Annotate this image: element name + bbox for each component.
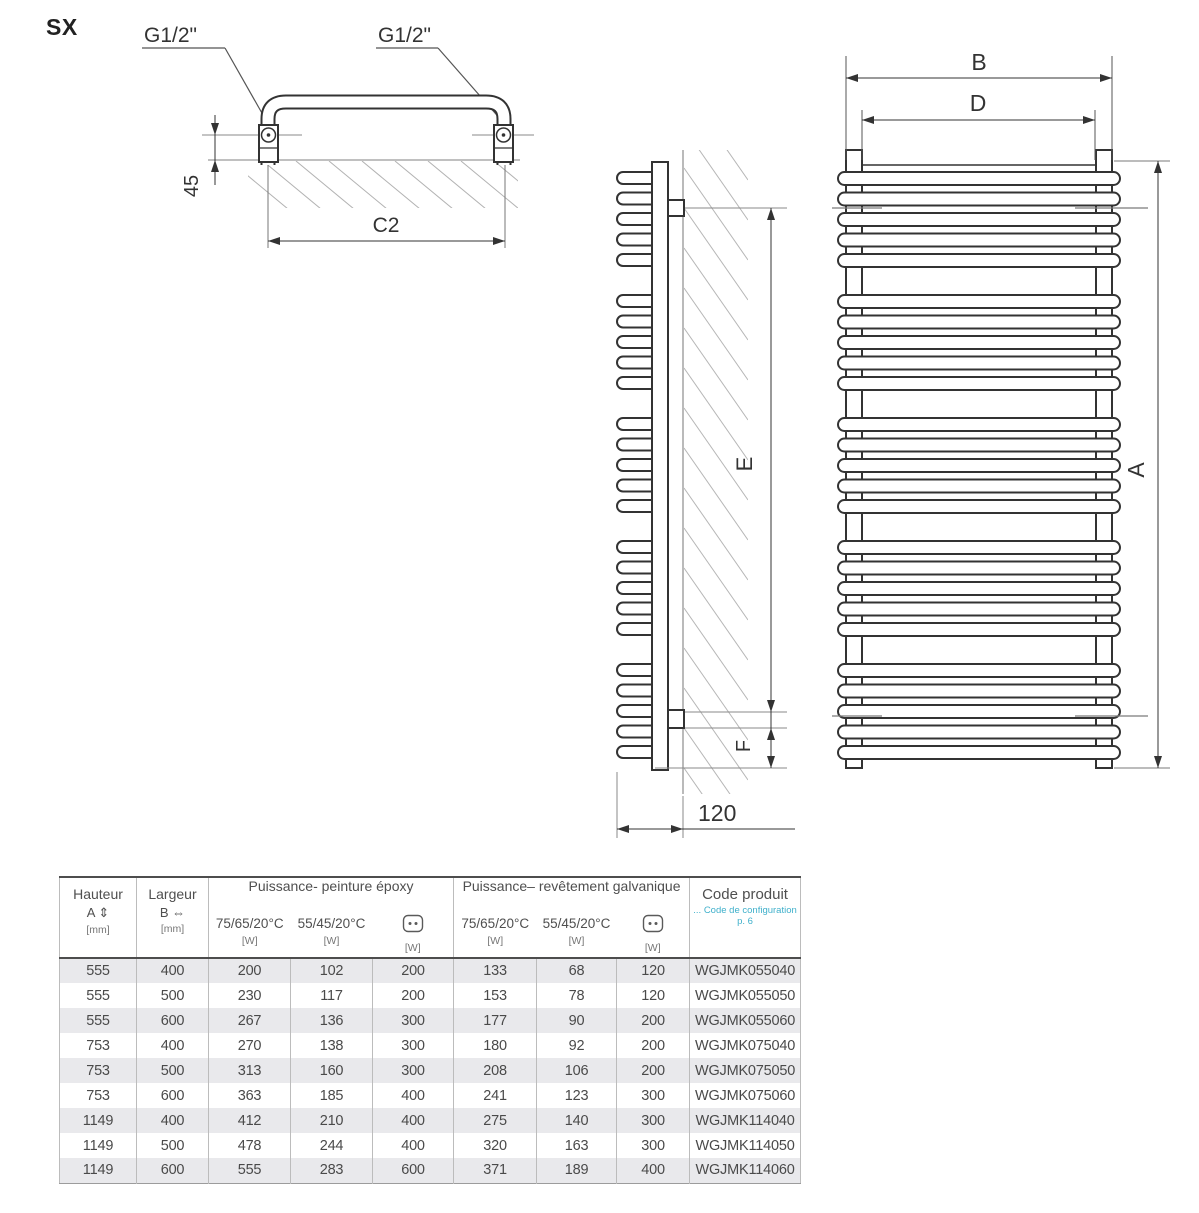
dimension-45 xyxy=(181,115,219,197)
header-galvanic-55: 55/45/20°C [W] xyxy=(542,916,611,947)
svg-text:F: F xyxy=(733,739,755,753)
dimension-c2 xyxy=(268,165,505,248)
cell-galvanic-electric: 400 xyxy=(617,1158,690,1183)
cell-epoxy-55: 185 xyxy=(291,1083,373,1108)
cell-galvanic-75: 320 xyxy=(454,1133,537,1158)
cell-hauteur: 555 xyxy=(86,987,110,1004)
socket-icon xyxy=(402,914,424,933)
cell-hauteur: 555 xyxy=(86,963,110,979)
table-row xyxy=(60,1008,801,1033)
table-row xyxy=(60,1083,801,1108)
cell-galvanic-75: 241 xyxy=(454,1083,537,1108)
connector-block-left xyxy=(259,125,278,162)
cell-epoxy-electric: 400 xyxy=(373,1108,454,1133)
wall-hatch xyxy=(230,161,560,209)
cell-galvanic-electric: 200 xyxy=(617,1033,690,1058)
cell-galvanic-electric: 300 xyxy=(617,1108,690,1133)
cell-largeur: 600 xyxy=(137,1083,209,1108)
cell-largeur: 500 xyxy=(137,1133,209,1158)
table-row xyxy=(60,983,801,1008)
cell-galvanic-electric: 200 xyxy=(617,1058,690,1083)
cell-galvanic-55: 106 xyxy=(537,1058,617,1083)
header-epoxy-electric: [W] xyxy=(373,910,454,958)
cell-code-produit: WGJMK114060 xyxy=(690,1158,801,1183)
cell-galvanic-55: 123 xyxy=(537,1083,617,1108)
cell-code-produit: WGJMK055040 xyxy=(690,958,801,983)
cell-epoxy-electric: 300 xyxy=(373,1058,454,1083)
radiator-tube xyxy=(838,316,1120,329)
header-epoxy-55: 55/45/20°C [W] xyxy=(297,916,366,947)
svg-text:D: D xyxy=(969,90,987,116)
table-row xyxy=(60,1033,801,1058)
cell-galvanic-55: 163 xyxy=(537,1133,617,1158)
radiator-tube xyxy=(838,726,1120,739)
cell-galvanic-electric: 120 xyxy=(617,958,690,983)
spec-table xyxy=(59,876,801,1184)
cell-largeur: 400 xyxy=(137,958,209,983)
table-row xyxy=(60,1058,801,1083)
cell-epoxy-75: 267 xyxy=(209,1008,291,1033)
cell-galvanic-55: 90 xyxy=(537,1008,617,1033)
radiator-tube xyxy=(838,295,1120,308)
cell-epoxy-55: 283 xyxy=(291,1158,373,1183)
radiator-tube xyxy=(838,541,1120,554)
radiator-tube xyxy=(838,664,1120,677)
cell-largeur: 400 xyxy=(137,1108,209,1133)
cell-galvanic-55: 68 xyxy=(537,958,617,983)
radiator-tube xyxy=(838,336,1120,349)
cell-hauteur: 555 xyxy=(86,1012,110,1029)
cell-epoxy-electric: 400 xyxy=(373,1133,454,1158)
tube-profile xyxy=(268,102,504,165)
cell-epoxy-55: 117 xyxy=(291,983,373,1008)
cell-hauteur: 753 xyxy=(86,1062,110,1079)
table-row xyxy=(60,1158,801,1183)
cell-code-produit: WGJMK055060 xyxy=(690,1008,801,1033)
cell-epoxy-75: 200 xyxy=(209,958,291,983)
radiator-tube xyxy=(838,377,1120,390)
cell-galvanic-electric: 300 xyxy=(617,1083,690,1108)
cell-galvanic-75: 371 xyxy=(454,1158,537,1183)
cell-code-produit: WGJMK114050 xyxy=(690,1133,801,1158)
cell-epoxy-55: 102 xyxy=(291,958,373,983)
radiator-tube xyxy=(838,500,1120,513)
table-row xyxy=(60,1108,801,1133)
cell-epoxy-55: 160 xyxy=(291,1058,373,1083)
dimension-e xyxy=(732,208,775,712)
cell-galvanic-55: 189 xyxy=(537,1158,617,1183)
cell-code-produit: WGJMK114040 xyxy=(690,1108,801,1133)
cell-epoxy-electric: 300 xyxy=(373,1008,454,1033)
bracket-bottom xyxy=(668,710,684,728)
cell-largeur: 500 xyxy=(137,983,209,1008)
radiator-tube xyxy=(838,685,1120,698)
header-largeur: Largeur B ⇔ [mm] xyxy=(137,877,209,958)
cell-galvanic-75: 153 xyxy=(454,983,537,1008)
table-header xyxy=(60,877,801,958)
cell-galvanic-75: 177 xyxy=(454,1008,537,1033)
socket-icon xyxy=(642,914,664,933)
header-code-produit: Code produit ... Code de configuration p. 6 xyxy=(690,877,801,958)
cell-epoxy-electric: 300 xyxy=(373,1033,454,1058)
cell-epoxy-electric: 200 xyxy=(373,983,454,1008)
radiator-tube xyxy=(838,418,1120,431)
cell-code-produit: WGJMK075050 xyxy=(690,1058,801,1083)
header-hauteur: Hauteur A ⇕ [mm] xyxy=(73,886,123,936)
dimension-a xyxy=(1114,161,1170,768)
dimension-f xyxy=(733,712,775,768)
svg-text:120: 120 xyxy=(698,800,737,826)
radiator-tube xyxy=(838,480,1120,493)
side-view-drawing xyxy=(595,148,810,848)
cell-epoxy-55: 138 xyxy=(291,1033,373,1058)
radiator-tube xyxy=(838,459,1120,472)
radiator-tube xyxy=(838,357,1120,370)
cell-hauteur: 753 xyxy=(86,1037,110,1054)
header-epoxy-75: 75/65/20°C [W] xyxy=(209,910,291,958)
header-group-galvanic: Puissance– revêtement galvanique xyxy=(454,877,690,910)
svg-text:B: B xyxy=(971,49,987,75)
cell-code-produit: WGJMK075040 xyxy=(690,1033,801,1058)
dimension-120 xyxy=(617,772,795,838)
cell-epoxy-55: 210 xyxy=(291,1108,373,1133)
cell-largeur: 600 xyxy=(137,1008,209,1033)
cell-epoxy-electric: 600 xyxy=(373,1158,454,1183)
cell-epoxy-75: 555 xyxy=(209,1158,291,1183)
config-code-link[interactable]: ... Code de configuration p. 6 xyxy=(693,905,797,927)
radiator-tube xyxy=(838,623,1120,636)
table-body xyxy=(60,958,801,1183)
cell-hauteur: 1149 xyxy=(82,1162,114,1179)
cell-galvanic-electric: 300 xyxy=(617,1133,690,1158)
radiator-tube xyxy=(838,582,1120,595)
table-row xyxy=(60,958,801,983)
header-group-epoxy: Puissance- peinture époxy xyxy=(209,877,454,910)
cell-epoxy-75: 313 xyxy=(209,1058,291,1083)
view-label-sx: SX xyxy=(46,14,78,40)
cell-galvanic-75: 180 xyxy=(454,1033,537,1058)
connection-label-right: G1/2" xyxy=(378,24,431,47)
cell-epoxy-55: 136 xyxy=(291,1008,373,1033)
table-row xyxy=(60,1133,801,1158)
cell-hauteur: 753 xyxy=(86,1087,110,1104)
top-view-drawing xyxy=(40,15,560,260)
cell-code-produit: WGJMK055050 xyxy=(690,983,801,1008)
bracket-top xyxy=(668,200,684,216)
radiator-tube xyxy=(838,603,1120,616)
front-view-drawing xyxy=(830,40,1190,805)
cell-hauteur: 1149 xyxy=(82,1112,114,1129)
cell-epoxy-75: 363 xyxy=(209,1083,291,1108)
radiator-tube xyxy=(838,172,1120,185)
cell-largeur: 500 xyxy=(137,1058,209,1083)
radiator-tube xyxy=(838,439,1120,452)
radiator-tube xyxy=(838,746,1120,759)
header-galvanic-electric: [W] xyxy=(617,910,690,958)
collector-side xyxy=(652,162,668,770)
svg-text:E: E xyxy=(732,456,757,472)
connector-block-right xyxy=(494,125,513,162)
cell-epoxy-electric: 400 xyxy=(373,1083,454,1108)
svg-text:A: A xyxy=(1123,462,1149,478)
cell-galvanic-55: 92 xyxy=(537,1033,617,1058)
dimension-d xyxy=(862,90,1095,160)
radiator-tube xyxy=(838,254,1120,267)
cell-epoxy-55: 244 xyxy=(291,1133,373,1158)
cell-epoxy-electric: 200 xyxy=(373,958,454,983)
cell-epoxy-75: 478 xyxy=(209,1133,291,1158)
cell-epoxy-75: 270 xyxy=(209,1033,291,1058)
cell-galvanic-electric: 120 xyxy=(617,983,690,1008)
radiator-tube xyxy=(838,562,1120,575)
cell-code-produit: WGJMK075060 xyxy=(690,1083,801,1108)
radiator-tube xyxy=(838,234,1120,247)
cell-largeur: 600 xyxy=(137,1158,209,1183)
header-galvanic-75: 75/65/20°C [W] xyxy=(454,910,537,958)
cell-epoxy-75: 230 xyxy=(209,983,291,1008)
connection-label-left: G1/2" xyxy=(144,24,197,47)
svg-text:C2: C2 xyxy=(372,214,400,237)
radiator-tube xyxy=(838,193,1120,206)
cell-galvanic-55: 140 xyxy=(537,1108,617,1133)
cell-galvanic-75: 208 xyxy=(454,1058,537,1083)
cell-hauteur: 1149 xyxy=(82,1137,114,1154)
cell-galvanic-electric: 200 xyxy=(617,1008,690,1033)
radiator-tubes-front xyxy=(838,172,1120,759)
radiator-tube xyxy=(838,213,1120,226)
cell-galvanic-75: 275 xyxy=(454,1108,537,1133)
cell-epoxy-75: 412 xyxy=(209,1108,291,1133)
cell-largeur: 400 xyxy=(137,1033,209,1058)
cell-galvanic-75: 133 xyxy=(454,958,537,983)
cell-galvanic-55: 78 xyxy=(537,983,617,1008)
svg-text:45: 45 xyxy=(181,174,203,198)
